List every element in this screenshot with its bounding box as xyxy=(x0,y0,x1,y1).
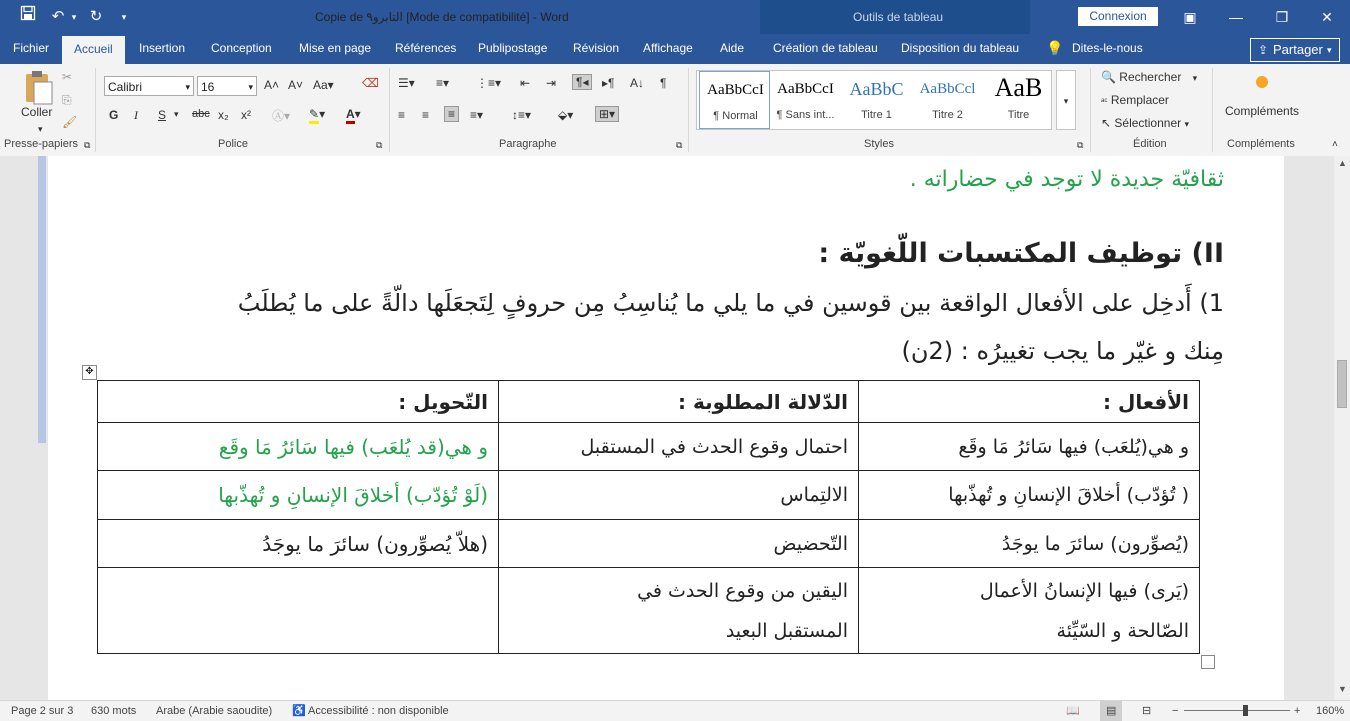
web-layout-icon[interactable]: ⊟ xyxy=(1142,705,1152,717)
styles-group-label: Styles xyxy=(864,138,894,150)
font-name-value: Calibri xyxy=(108,80,143,94)
addins-icon[interactable] xyxy=(1256,76,1268,88)
accessibility-status[interactable]: Accessibilité : non disponible xyxy=(308,705,449,717)
paste-button[interactable] xyxy=(22,70,54,104)
style-preview: AaBbCcI xyxy=(777,81,834,97)
scroll-up-icon[interactable]: ▲ xyxy=(1338,158,1347,168)
table-cell[interactable]: الالتِماس xyxy=(499,471,859,520)
change-case-icon[interactable]: Aa▾ xyxy=(313,78,334,92)
tab-conception[interactable]: Conception xyxy=(211,41,272,55)
borders-icon[interactable]: ⊞▾ xyxy=(595,106,619,122)
table-cell[interactable] xyxy=(499,568,859,654)
align-center-icon[interactable]: ≡ xyxy=(422,108,430,122)
editing-group-label: Édition xyxy=(1133,138,1167,150)
table-cell-line: اليقين من وقوع الحدث في xyxy=(637,579,848,602)
table-cell[interactable]: و هي(قد يُلعَب) فيها سَائرُ مَا وقَع xyxy=(98,423,499,471)
cursor-icon: ↖ xyxy=(1101,116,1112,130)
shading-icon[interactable]: ⬙▾ xyxy=(558,108,574,122)
subscript-button[interactable]: x₂ xyxy=(218,108,229,122)
ribbon-display-icon[interactable]: ▣ xyxy=(1183,9,1197,25)
conjugation-table xyxy=(97,380,1200,654)
share-button[interactable] xyxy=(1250,38,1340,62)
table-cell[interactable]: و هي(يُلعَب) فيها سَائرُ مَا وقَع xyxy=(859,423,1200,471)
replace-label: Remplacer xyxy=(1110,93,1169,107)
clipboard-launcher-icon[interactable]: ⧉ xyxy=(84,140,91,150)
undo-icon[interactable]: ↶ xyxy=(51,8,65,25)
style-name: Titre 2 xyxy=(932,109,963,121)
accessibility-icon: ♿ xyxy=(292,705,306,717)
share-label: Partager xyxy=(1273,42,1323,57)
style-name: Titre 1 xyxy=(861,109,892,121)
style-no-spacing[interactable] xyxy=(770,71,841,129)
zoom-slider-thumb[interactable] xyxy=(1243,705,1248,716)
numbering-icon[interactable]: ≡▾ xyxy=(436,76,450,90)
read-mode-icon[interactable]: 📖 xyxy=(1066,705,1080,717)
format-painter-icon[interactable]: 🖌 xyxy=(62,115,78,129)
style-heading1[interactable] xyxy=(841,71,912,129)
doc-line-top: ثقافيّة جديدة لا توجد في حضاراته . xyxy=(909,167,1224,192)
tab-references[interactable]: Références xyxy=(395,41,457,55)
rtl-direction-icon[interactable]: ¶◂ xyxy=(572,74,592,90)
style-name: Titre xyxy=(1007,109,1030,121)
align-right-icon[interactable]: ≡ xyxy=(444,106,459,122)
table-row xyxy=(98,471,1200,520)
multilevel-list-icon[interactable]: ⋮≡▾ xyxy=(476,76,502,90)
group-separator xyxy=(389,68,390,152)
print-layout-icon[interactable]: ▤ xyxy=(1100,701,1122,721)
chevron-down-icon: ▾ xyxy=(185,82,190,92)
table-cell[interactable]: التّحضيض xyxy=(499,520,859,568)
tab-revision[interactable]: Révision xyxy=(573,41,620,55)
table-row xyxy=(98,520,1200,568)
document-title: Copie de التاﺑﺮو٩ [Mode de compatibilité] - Word xyxy=(315,10,569,24)
scrollbar-thumb[interactable] xyxy=(1337,360,1347,408)
table-cell[interactable]: ( تُؤدّب) أخلاقَ الإنسانِ و تُهذّبها xyxy=(859,471,1200,520)
table-cell[interactable]: (هلاّ يُصوِّرون) سائرَ ما يوجَدُ xyxy=(98,520,499,568)
group-separator xyxy=(1090,68,1091,152)
superscript-button[interactable]: x² xyxy=(241,108,251,122)
table-resize-handle[interactable] xyxy=(1201,655,1215,669)
bold-button[interactable]: G xyxy=(109,108,119,122)
maximize-icon[interactable]: ❐ xyxy=(1275,9,1289,25)
find-label: Rechercher xyxy=(1119,70,1182,84)
style-preview: AaBbC xyxy=(849,79,904,99)
underline-button[interactable]: S xyxy=(158,108,167,122)
table-cell[interactable] xyxy=(98,568,499,654)
lightbulb-icon: 💡 xyxy=(1046,40,1064,56)
minimize-icon[interactable]: — xyxy=(1229,9,1243,25)
table-cell-line: الصّالحة و السّيِّئة xyxy=(1056,619,1189,642)
font-group-label: Police xyxy=(218,138,248,150)
align-left-icon[interactable]: ≡ xyxy=(398,108,406,122)
redo-icon[interactable]: ↻ xyxy=(89,8,103,25)
paragraph-launcher-icon[interactable]: ⧉ xyxy=(676,140,683,150)
show-marks-icon[interactable]: ¶ xyxy=(660,76,667,90)
undo-dropdown-icon[interactable]: ▾ xyxy=(71,12,77,22)
table-row xyxy=(98,423,1200,471)
doc-heading: II) توظيف المكتسبات اللّغويّة : xyxy=(818,238,1224,269)
search-icon: 🔍 xyxy=(1101,70,1116,84)
tab-publipostage[interactable]: Publipostage xyxy=(478,41,548,55)
signin-button[interactable]: Connexion xyxy=(1078,7,1158,26)
group-separator xyxy=(688,68,689,152)
style-preview: AaBbCcl xyxy=(919,81,976,97)
vertical-scrollbar[interactable] xyxy=(1334,156,1350,700)
table-header-cell[interactable]: الأفعال : xyxy=(859,381,1200,423)
styles-gallery xyxy=(696,70,1052,130)
table-row xyxy=(98,568,1200,654)
replace-icon: ᵃᶜ xyxy=(1101,96,1108,106)
paste-dropdown-icon[interactable]: ▾ xyxy=(38,124,43,134)
select-label: Sélectionner xyxy=(1114,116,1182,130)
justify-icon[interactable]: ≡▾ xyxy=(470,108,484,122)
tab-affichage[interactable]: Affichage xyxy=(643,41,693,55)
style-name: ¶ Sans int... xyxy=(776,109,835,121)
table-cell[interactable]: احتمال وقوع الحدث في المستقبل xyxy=(499,423,859,471)
chevron-down-icon: ▾ xyxy=(1184,119,1189,129)
clear-formatting-icon[interactable]: ⌫ xyxy=(362,76,379,90)
tell-me-input[interactable]: Dites-le-nous xyxy=(1072,41,1143,55)
font-color-icon[interactable]: A▾ xyxy=(346,107,361,121)
doc-question-line1: 1) أَدخِل على الأفعال الواقعة بين قوسين في ما يلي ما يُناسِبُ مِن حروفٍ لِتَجعَلَها دالّةً على ما يُطلَبُ xyxy=(237,289,1224,317)
font-size-box[interactable] xyxy=(197,76,257,96)
table-move-handle-icon[interactable]: ✥ xyxy=(82,365,97,380)
select-button[interactable] xyxy=(1101,116,1189,130)
font-name-box[interactable] xyxy=(104,76,194,96)
font-launcher-icon[interactable]: ⧉ xyxy=(376,140,383,150)
increase-indent-icon[interactable]: ⇥ xyxy=(546,76,557,90)
table-cell-line: المستقبل البعيد xyxy=(725,619,848,642)
tab-creation-tableau[interactable]: Création de tableau xyxy=(773,41,878,55)
table-header-cell[interactable]: الدّلالة المطلوبة : xyxy=(499,381,859,423)
paragraph-group-label: Paragraphe xyxy=(499,138,557,150)
ltr-direction-icon[interactable]: ▸¶ xyxy=(602,76,615,90)
decrease-indent-icon[interactable]: ⇤ xyxy=(520,76,531,90)
styles-launcher-icon[interactable]: ⧉ xyxy=(1077,140,1084,150)
ribbon xyxy=(0,64,1350,157)
replace-button[interactable] xyxy=(1101,93,1169,107)
grow-font-icon[interactable]: A˄ xyxy=(264,78,280,92)
style-normal[interactable] xyxy=(699,71,770,129)
doc-question-line2: مِنك و غيّر ما يجب تغييرُه : (2ن) xyxy=(901,337,1224,365)
find-button[interactable] xyxy=(1101,70,1197,84)
page-count[interactable]: Page 2 sur 3 xyxy=(11,705,74,717)
table-header-row xyxy=(98,381,1200,423)
style-preview: AaB xyxy=(994,73,1043,102)
word-count[interactable]: 630 mots xyxy=(91,705,137,717)
tab-disposition-tableau[interactable]: Disposition du tableau xyxy=(901,41,1020,55)
group-separator xyxy=(1212,68,1213,152)
style-preview: AaBbCcI xyxy=(707,82,764,98)
clipboard-group-label: Presse-papiers xyxy=(4,138,78,150)
left-margin-marker xyxy=(38,156,46,443)
sort-icon[interactable]: A↓ xyxy=(630,76,645,90)
addins-button[interactable]: Compléments xyxy=(1225,104,1300,118)
addins-group-label: Compléments xyxy=(1227,138,1295,150)
strikethrough-button[interactable]: abc xyxy=(192,108,210,120)
chevron-down-icon: ▾ xyxy=(1192,73,1198,83)
group-separator xyxy=(95,68,96,152)
style-title[interactable] xyxy=(983,71,1054,129)
share-icon: ⇪ xyxy=(1258,43,1269,57)
table-cell-line: (يَرى) فيها الإنسانُ الأعمال xyxy=(979,579,1189,602)
text-effects-icon[interactable]: Ⓐ▾ xyxy=(272,109,291,123)
tab-insertion[interactable]: Insertion xyxy=(139,41,186,55)
language-status[interactable]: Arabe (Arabie saoudite) xyxy=(156,705,273,717)
save-icon[interactable] xyxy=(18,0,38,34)
chevron-down-icon: ▾ xyxy=(248,82,253,92)
table-tools-title: Outils de tableau xyxy=(853,10,944,24)
chevron-down-icon: ▾ xyxy=(1327,45,1332,55)
styles-more-icon[interactable]: ▾ xyxy=(1056,70,1076,130)
italic-button[interactable]: I xyxy=(134,108,138,122)
collapse-ribbon-icon[interactable]: ˄ xyxy=(1332,139,1338,150)
tab-fichier[interactable]: Fichier xyxy=(13,41,50,55)
bullets-icon[interactable]: ☰▾ xyxy=(398,76,415,90)
style-name: ¶ Normal xyxy=(713,110,758,122)
font-size-value: 16 xyxy=(201,80,215,94)
table-cell[interactable]: (لَوْ تُؤدّب) أخلاقَ الإنسانِ و تُهذّبها xyxy=(98,471,499,520)
zoom-in-icon[interactable]: + xyxy=(1294,705,1301,717)
tab-accueil[interactable]: Accueil xyxy=(62,36,125,64)
shrink-font-icon[interactable]: A˅ xyxy=(288,78,304,92)
highlight-icon[interactable]: ✎▾ xyxy=(309,107,325,121)
table-cell[interactable]: (يُصوِّرون) سائرَ ما يوجَدُ xyxy=(859,520,1200,568)
zoom-slider[interactable] xyxy=(1184,710,1290,711)
tab-mise-en-page[interactable]: Mise en page xyxy=(299,41,372,55)
status-bar xyxy=(0,700,1350,721)
line-spacing-icon[interactable]: ↕≡▾ xyxy=(512,108,532,122)
tab-aide[interactable]: Aide xyxy=(720,41,745,55)
close-icon[interactable]: ✕ xyxy=(1321,9,1333,25)
paste-label: Coller xyxy=(21,105,53,119)
copy-icon[interactable]: ⎘ xyxy=(62,93,72,107)
zoom-level[interactable]: 160% xyxy=(1316,705,1345,717)
table-header-cell[interactable]: التّحويل : xyxy=(98,381,499,423)
scroll-down-icon[interactable]: ▼ xyxy=(1338,684,1347,694)
customize-toolbar-icon[interactable]: ▾ xyxy=(121,12,127,22)
underline-dropdown-icon[interactable]: ▾ xyxy=(174,109,179,119)
style-heading2[interactable] xyxy=(912,71,983,129)
zoom-out-icon[interactable]: − xyxy=(1172,705,1179,717)
table-cell[interactable] xyxy=(859,568,1200,654)
cut-icon[interactable]: ✂ xyxy=(62,70,73,84)
